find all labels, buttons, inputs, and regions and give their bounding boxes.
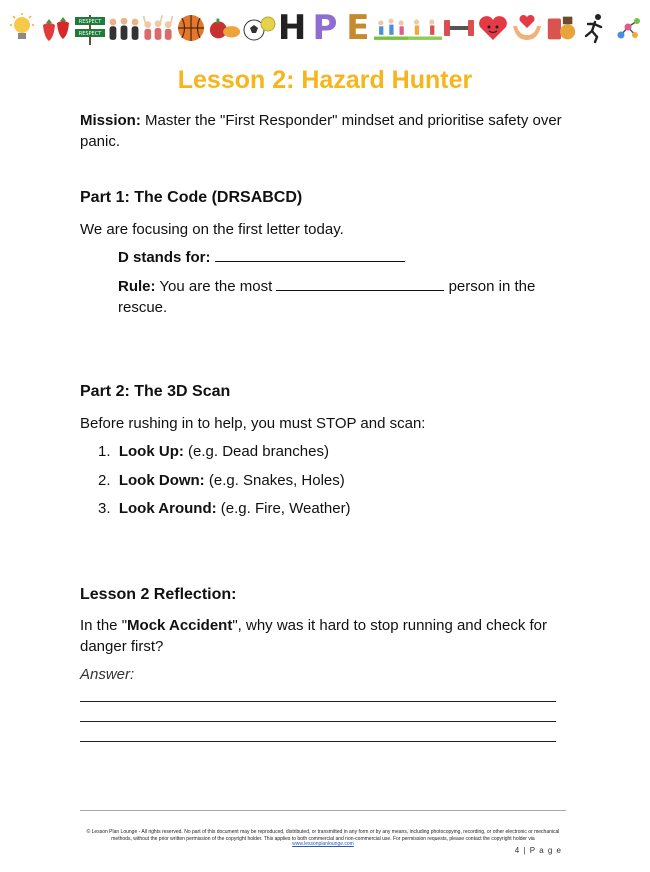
reflection-heading: Lesson 2 Reflection: <box>80 586 237 603</box>
rule-line <box>118 276 558 318</box>
list-label: Look Down: <box>118 472 205 489</box>
answer-line[interactable] <box>80 741 556 742</box>
question-text-before: In the " <box>80 617 128 634</box>
cheering-people-icon <box>141 11 175 45</box>
rule-answer-blank[interactable] <box>276 276 444 291</box>
part2-intro: Before rushing in to help, you must STOP and scan: <box>80 415 426 432</box>
svg-text:RESPECT: RESPECT <box>78 31 102 37</box>
heart-character-icon <box>476 11 510 45</box>
strawberries-icon <box>39 11 73 45</box>
d-answer-blank[interactable] <box>215 247 405 262</box>
answer-line[interactable] <box>80 721 556 722</box>
mission-label: Mission: <box>80 112 141 129</box>
footer-divider <box>80 810 566 811</box>
list-item <box>98 441 329 462</box>
letter-p: P <box>312 8 338 48</box>
people-group-icon <box>107 11 141 45</box>
d-stands-for-line <box>118 247 405 268</box>
kids-running-icon <box>408 11 442 45</box>
rule-text-after: person in the rescue. <box>118 278 536 316</box>
molecule-icon <box>611 11 644 45</box>
letter-e: E <box>346 8 370 48</box>
answer-label: Answer: <box>80 666 135 683</box>
footer-link-row <box>80 841 566 848</box>
svg-text:RESPECT: RESPECT <box>78 19 102 25</box>
part1-intro: We are focusing on the first letter today. <box>80 221 344 238</box>
list-item <box>98 498 351 519</box>
question-text-after: ", why was it hard to stop running and check for danger first? <box>80 617 547 655</box>
mission-paragraph <box>80 110 570 152</box>
list-label: Look Up: <box>118 443 184 460</box>
rule-label: Rule: <box>118 278 156 295</box>
list-text: (e.g. Fire, Weather) <box>216 500 351 517</box>
sports-balls-icon <box>242 11 276 45</box>
footer-link[interactable]: www.lessonplanlounge.com <box>292 841 354 847</box>
list-number: 1. <box>98 443 111 460</box>
list-number: 2. <box>98 472 111 489</box>
d-stands-for-label: D stands for: <box>118 249 211 266</box>
basketball-icon <box>175 11 208 45</box>
rule-text-before: You are the most <box>155 278 277 295</box>
kids-playing-icon <box>374 11 408 45</box>
part1-heading: Part 1: The Code (DRSABCD) <box>80 189 303 206</box>
mission-text: Master the "First Responder" mindset and prioritise safety over panic. <box>80 112 562 150</box>
snacks-icon <box>544 11 578 45</box>
page-number <box>515 846 562 855</box>
dumbbell-icon <box>442 11 476 45</box>
answer-line[interactable] <box>80 701 556 702</box>
footer-copyright: © Lesson Plan Lounge - All rights reserved. No part of this document may be reproduced, distributed, or transmitted in any form or by any means, including photocopying, recording, or other electronic or mechanical methods, without the prior written permission of the copyright holder. This applies to both commercial and non-commercial use. For permission requests, please contact the copyright holder via <box>86 829 560 842</box>
header-banner <box>6 6 644 50</box>
hands-heart-icon <box>510 11 544 45</box>
page-title: Lesson 2: Hazard Hunter <box>177 66 473 94</box>
food-icon <box>208 11 242 45</box>
part2-heading: Part 2: The 3D Scan <box>80 383 231 400</box>
list-item <box>98 470 345 491</box>
page-label: | P a g e <box>523 846 562 855</box>
list-text: (e.g. Dead branches) <box>183 443 329 460</box>
list-text: (e.g. Snakes, Holes) <box>204 472 345 489</box>
page-number-value: 4 <box>514 846 521 855</box>
list-label: Look Around: <box>118 500 217 517</box>
respect-sign-icon <box>73 11 107 45</box>
question-bold: Mock Accident <box>127 617 233 634</box>
list-number: 3. <box>98 500 111 517</box>
runner-icon <box>578 11 611 45</box>
letter-h: H <box>277 8 307 48</box>
reflection-question <box>80 615 570 657</box>
lightbulb-icon <box>6 11 39 45</box>
